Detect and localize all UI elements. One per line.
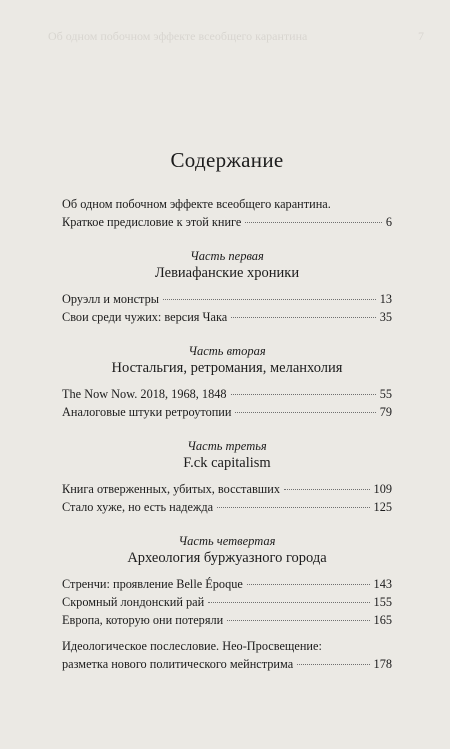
part-title: Археология буржуазного города — [127, 550, 327, 566]
toc-title: Содержание — [170, 148, 284, 172]
toc-entry-afterword — [62, 655, 392, 673]
entry-page: 79 — [379, 405, 392, 419]
part-title: Левиафанские хроники — [154, 265, 300, 281]
toc-entry-intro — [62, 213, 392, 231]
dot-leader — [208, 602, 369, 603]
entry-title: The Now Now. 2018, 1968, 1848 — [62, 387, 227, 401]
entry-page: 13 — [379, 292, 392, 306]
toc-entry — [62, 308, 392, 326]
entry-title: Об одном побочном эффекте всеобщего карантина. — [62, 197, 331, 211]
toc-entry — [62, 480, 392, 498]
toc-entry-afterword-line1 — [62, 637, 392, 655]
dot-leader — [227, 620, 369, 621]
dot-leader — [235, 412, 375, 413]
dot-leader — [247, 584, 370, 585]
entry-title: Свои среди чужих: версия Чака — [62, 310, 228, 324]
dot-leader — [217, 507, 369, 508]
entry-title: Книга отверженных, убитых, восставших — [62, 482, 280, 496]
entry-title: Стренчи: проявление Belle Époque — [62, 577, 243, 591]
entry-page: 165 — [373, 613, 392, 627]
part-section — [62, 533, 392, 629]
entry-page: 143 — [373, 577, 392, 591]
part-title: F.ck capitalism — [183, 455, 271, 471]
part-label: Часть первая — [190, 249, 264, 263]
part-title: Ностальгия, ретромания, меланхолия — [111, 360, 343, 376]
entry-title: Стало хуже, но есть надежда — [62, 500, 214, 514]
entry-page: 178 — [373, 657, 392, 671]
entry-title: Европа, которую они потеряли — [62, 613, 224, 627]
toc-entry — [62, 498, 392, 516]
entry-page: 155 — [373, 595, 392, 609]
table-of-contents — [62, 148, 392, 673]
entry-title: Оруэлл и монстры — [62, 292, 159, 306]
toc-entry — [62, 593, 392, 611]
toc-entry — [62, 403, 392, 421]
part-section — [62, 343, 392, 421]
toc-entry — [62, 290, 392, 308]
entry-title: Скромный лондонский рай — [62, 595, 205, 609]
part-label: Часть вторая — [188, 344, 266, 358]
dot-leader — [284, 489, 370, 490]
dot-leader — [231, 394, 376, 395]
toc-entry — [62, 611, 392, 629]
entry-page: 35 — [379, 310, 392, 324]
dot-leader — [163, 299, 376, 300]
part-label: Часть четвертая — [178, 534, 276, 548]
entry-title: Идеологическое послесловие. Нео-Просвещение: — [62, 639, 322, 653]
entry-page: 125 — [373, 500, 392, 514]
entry-title: разметка нового политического мейнстрима — [62, 657, 294, 671]
show-through-text: Об одном побочном эффекте всеобщего карантина 7 — [48, 29, 424, 43]
part-section — [62, 438, 392, 516]
entry-title: Краткое предисловие к этой книге — [62, 215, 242, 229]
entry-page: 6 — [385, 215, 392, 229]
entry-page: 55 — [379, 387, 392, 401]
toc-entry-intro-line1 — [62, 195, 392, 213]
dot-leader — [297, 664, 369, 665]
entry-title: Аналоговые штуки ретроутопии — [62, 405, 232, 419]
entry-page: 109 — [373, 482, 392, 496]
part-section — [62, 248, 392, 326]
toc-entry — [62, 385, 392, 403]
part-label: Часть третья — [187, 439, 267, 453]
toc-entry — [62, 575, 392, 593]
dot-leader — [231, 317, 375, 318]
dot-leader — [245, 222, 381, 223]
